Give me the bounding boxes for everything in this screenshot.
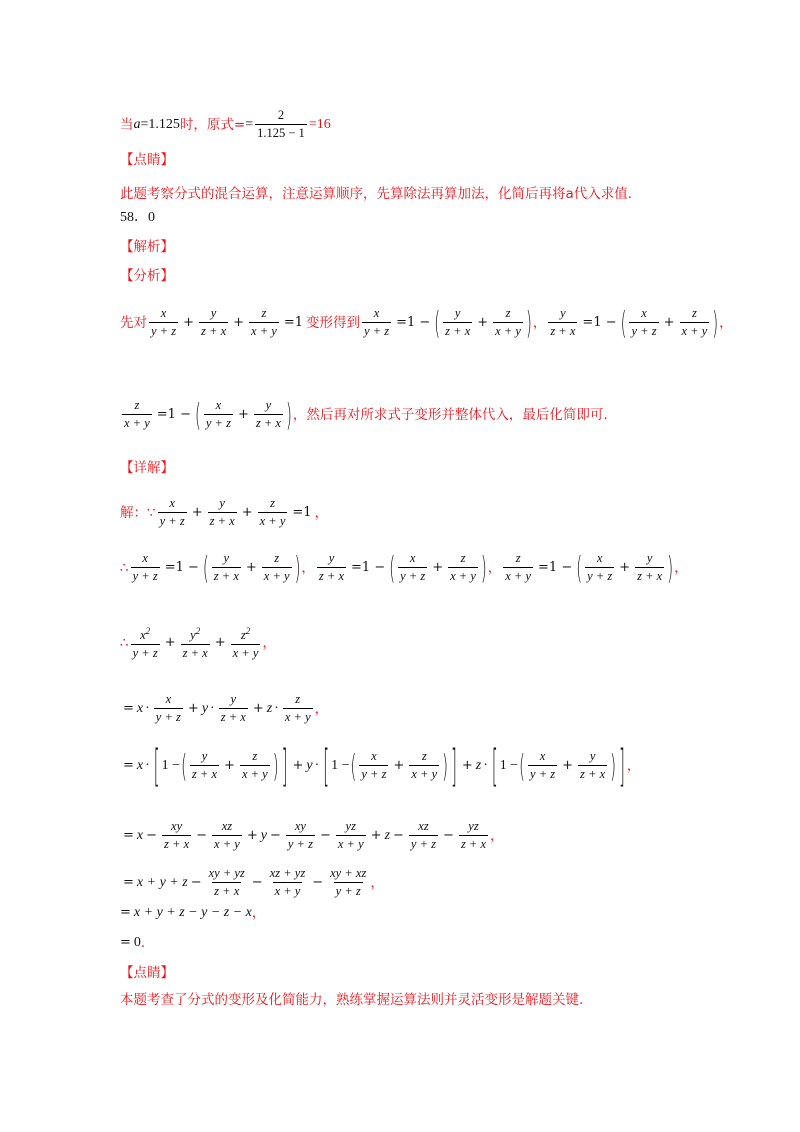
a-value: =1.125 [140, 116, 180, 132]
dianjing-2-text: 本题考查了分式的变形及化简能力，熟练掌握运算法则并灵活变形是解题关键. [120, 992, 584, 1008]
text-jie-because: 解：∵ [120, 504, 156, 521]
step-4: = x + y + z − $\frac{xy + yz}{z + x}$ − $\frac{xz + yz}{x + y}$ − $\frac{xy + xz}{y + z}$ ， [123, 866, 384, 898]
text-xiandui: 先对 [120, 314, 147, 331]
step-1: = x · $\frac{x}{y + z}$ + y · $\frac{y}{z + x}$ + z · $\frac{z}{x + y}$ ， [123, 692, 329, 724]
step-6: = 0 . [120, 935, 146, 951]
given-equation: $\frac{x}{y + z}$ + $\frac{y}{z + x}$ + $\frac{z}{x + y}$ =1 [151, 306, 303, 338]
therefore-line-1: ∴ $\frac{x}{y + z}$ =1 − ( $\frac{y}{z + x}$ + $\frac{z}{x + y}$ ) ， $\frac{y}{z + x}$ =1 − ( $\frac{x}{y + z}$ + $\frac{z}{x + y}$ ) ， $\frac{z}{x + y}$ =1 − ( $\frac{x}{y + z}$ + $\frac{y}{z + x}$ ) ， [120, 548, 688, 587]
eq-sign: = [245, 116, 254, 132]
text-dang: 当 [120, 116, 134, 133]
fenxi-line-1: 先对 $\frac{x}{y + z}$ + $\frac{y}{z + x}$ + $\frac{z}{x + y}$ =1 变形得到 $\frac{x}{y + z}$ =1 − ( $\frac{y}{z + x}$ + $\frac{z}{x + y}$ ) ， $\frac{y}{z + x}$ =1 − ( $\frac{x}{y + z}$ + $\frac{z}{x + y}$ ) ， [120, 303, 733, 342]
var-a: a [133, 116, 141, 132]
dianjing-1-text: 此题考察分式的混合运算，注意运算顺序，先算除法再算加法，化简后再将a代入求值. [120, 186, 633, 202]
target-expression: $\frac{x^2}{y + z}$ + $\frac{y^2}{z + x}$ + $\frac{z^2}{x + y}$ [132, 626, 259, 661]
fraction-2-over [255, 108, 307, 141]
tag-dianjing-1: 【点睛】 [120, 152, 174, 168]
therefore-symbol: ∴ [120, 559, 129, 576]
transform-z: $\frac{z}{x + y}$ =1 − ( $\frac{x}{y + z}$ + $\frac{y}{z + x}$ ) [124, 395, 292, 434]
step-3: = x − $\frac{xy}{z + x}$ − $\frac{xz}{x + y}$ + y − $\frac{xy}{y + z}$ − $\frac{yz}{x + y}$ + z − $\frac{xz}{y + z}$ − $\frac{yz}{z + x}$ ， [123, 819, 504, 851]
fenxi-conclusion: ，然后再对所求式子变形并整体代入，最后化简即可. [292, 406, 608, 423]
jie-line: 解：∵ $\frac{x}{y + z}$ + $\frac{y}{z + x}$ + $\frac{z}{x + y}$ =1 ， [120, 496, 329, 528]
fraction-numerator: 2 [277, 108, 285, 122]
tag-xiangjie: 【详解】 [120, 460, 174, 476]
tag-jiexi: 【解析】 [120, 239, 174, 255]
transform-y: $\frac{y}{z + x}$ =1 − ( $\frac{x}{y + z}$ + $\frac{z}{x + y}$ ) [550, 303, 719, 342]
step-2: = x · [ 1 − ( $\frac{y}{z + x}$ + $\frac{z}{x + y}$ ) ] + y · [ 1 − ( $\frac{x}{y + z}$ + $\frac{z}{x + y}$ ) ] + z · [ 1 − ( $\frac{x}{y + z}$ + $\frac{y}{z + x}$ ) ] ， [123, 739, 641, 792]
step-5: = x + y + z − y − z − x ， [120, 905, 266, 921]
text-shi-yuanshi: 时，原式= [179, 116, 246, 133]
fenxi-line-2 [120, 395, 608, 434]
item-number: 58．0 [120, 210, 155, 225]
transform-x: $\frac{x}{y + z}$ =1 − ( $\frac{y}{z + x}$ + $\frac{z}{x + y}$ ) [363, 303, 532, 342]
therefore-line-2: ∴ $\frac{x^2}{y + z}$ + $\frac{y^2}{z + x}$ + $\frac{z^2}{x + y}$ ， [120, 626, 276, 661]
result-16: =16 [308, 116, 331, 132]
tag-fenxi: 【分析】 [120, 268, 174, 284]
tag-dianjing-2: 【点睛】 [120, 965, 174, 981]
given-equation-2: $\frac{x}{y + z}$ + $\frac{y}{z + x}$ + $\frac{z}{x + y}$ =1 [159, 496, 312, 528]
fraction-denominator: 1.125 − 1 [257, 126, 305, 140]
text-bianxing: 变形得到 [305, 314, 360, 331]
line-substitute-a [120, 108, 331, 141]
